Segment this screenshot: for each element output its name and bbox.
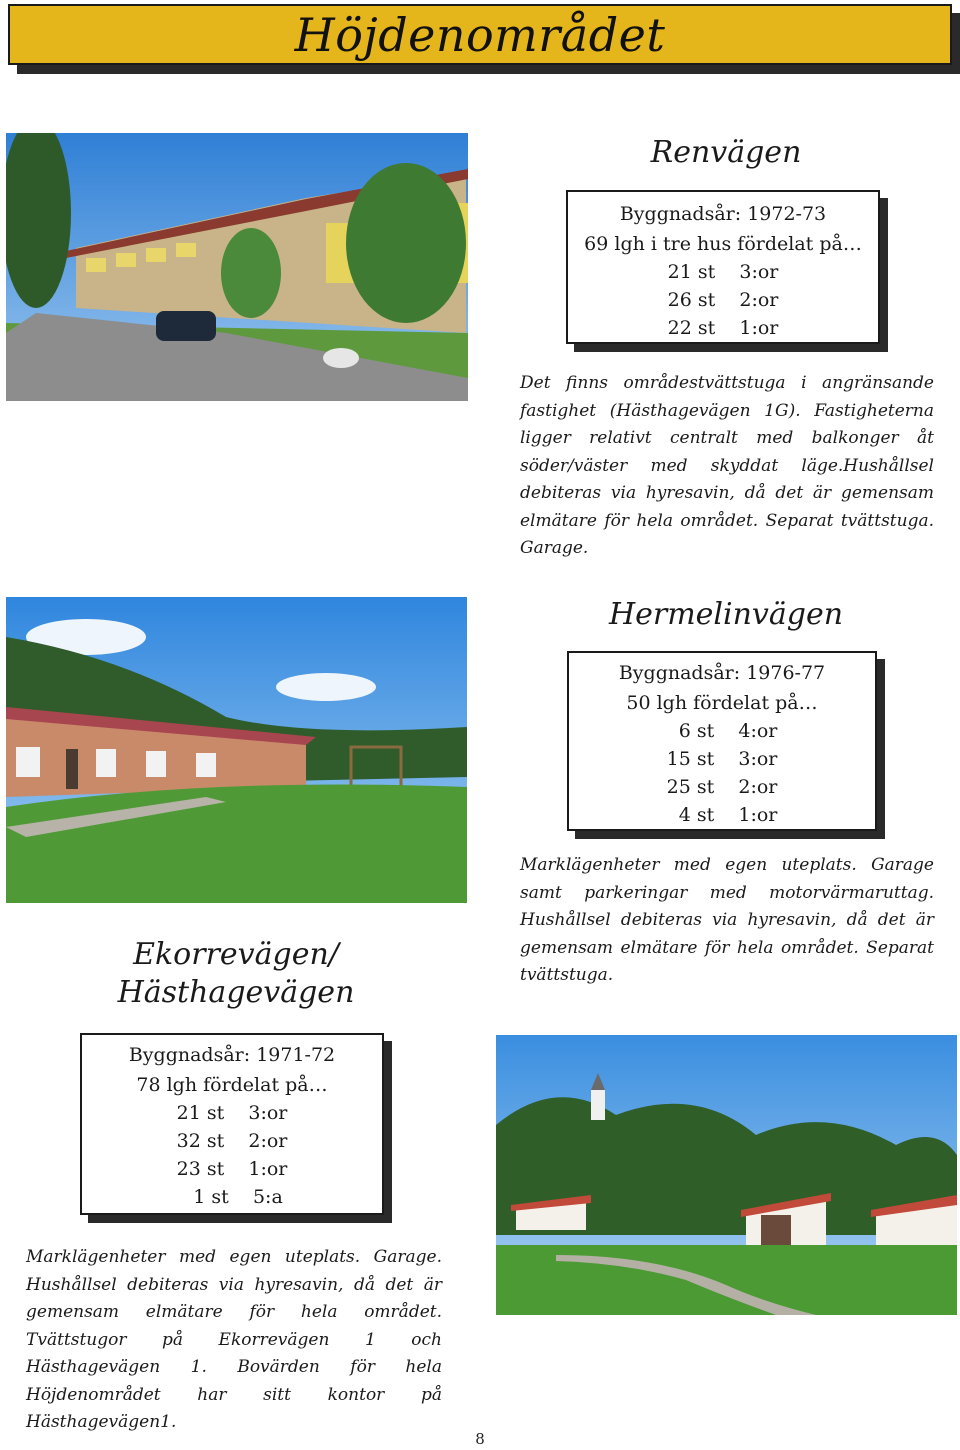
- ekorrevagen-apartment-row: 21 st 3:or: [176, 1102, 288, 1124]
- renvagen-heading: Renvägen: [650, 135, 802, 170]
- ekorrevagen-apartment-row: 1 st 5:a: [181, 1186, 283, 1208]
- ekorrevagen-heading-line1: Ekorrevägen/: [133, 937, 339, 972]
- ekorrevagen-apartment-row: 32 st 2:or: [176, 1130, 288, 1152]
- renvagen-apartment-total: 69 lgh i tre hus fördelat på…: [584, 233, 862, 255]
- renvagen-apartment-row: 21 st 3:or: [667, 261, 779, 283]
- hermelinvagen-photo: [6, 597, 467, 903]
- hermelinvagen-apartment-row: 25 st 2:or: [666, 776, 778, 798]
- renvagen-apartment-row: 26 st 2:or: [667, 289, 779, 311]
- ekorrevagen-info-box: [80, 1033, 384, 1215]
- page-title: Höjdenområdet: [294, 8, 666, 62]
- renvagen-info-box: [566, 190, 880, 344]
- hermelinvagen-heading: Hermelinvägen: [608, 597, 844, 632]
- renvagen-build-year: Byggnadsår: 1972-73: [619, 203, 827, 225]
- hermelinvagen-description: Marklägenheter med egen uteplats. Garage samt parkeringar med motorvärmaruttag. Hushållsel debiteras via hyresavin, då det är gemensam elmätare för hela området. Separat tvättstuga.: [520, 855, 934, 985]
- renvagen-apartment-row: 22 st 1:or: [667, 317, 779, 339]
- title-banner: [8, 4, 952, 65]
- ekorrevagen-photo: [496, 1035, 957, 1315]
- page-number: 8: [475, 1430, 485, 1448]
- hermelinvagen-apartment-row: 6 st 4:or: [666, 720, 778, 742]
- hermelinvagen-apartment-row: 4 st 1:or: [666, 804, 778, 826]
- ekorrevagen-description: Marklägenheter med egen uteplats. Garage. Hushållsel debiteras via hyresavin, då det är gemensam elmätare för hela området. Tvättstugor på Ekorrevägen 1 och Hästhagevägen 1. Bovärden för hela Höjdenområdet har sitt kontor på Hästhagevägen1.: [26, 1247, 442, 1432]
- hermelinvagen-apartment-total: 50 lgh fördelat på…: [626, 692, 818, 714]
- ekorrevagen-apartment-row: 23 st 1:or: [176, 1158, 288, 1180]
- ekorrevagen-heading-line2: Hästhagevägen: [117, 974, 355, 1010]
- hermelinvagen-apartment-row: 15 st 3:or: [666, 748, 778, 770]
- renvagen-description: Det finns områdestvättstuga i angränsande fastighet (Hästhagevägen 1G). Fastigheterna ligger relativt centralt med balkonger åt söder/väster med skyddat läge.Hushållsel debiteras via hyresavin, då det är gemensam elmätare för hela området. Separat tvättstuga. Garage.: [520, 373, 934, 558]
- ekorrevagen-heading: [40, 936, 432, 1011]
- hermelinvagen-build-year: Byggnadsår: 1976-77: [618, 662, 826, 684]
- ekorrevagen-apartment-total: 78 lgh fördelat på…: [136, 1074, 328, 1096]
- ekorrevagen-build-year: Byggnadsår: 1971-72: [128, 1044, 336, 1066]
- renvagen-photo: [6, 133, 468, 401]
- hermelinvagen-info-box: [567, 651, 877, 831]
